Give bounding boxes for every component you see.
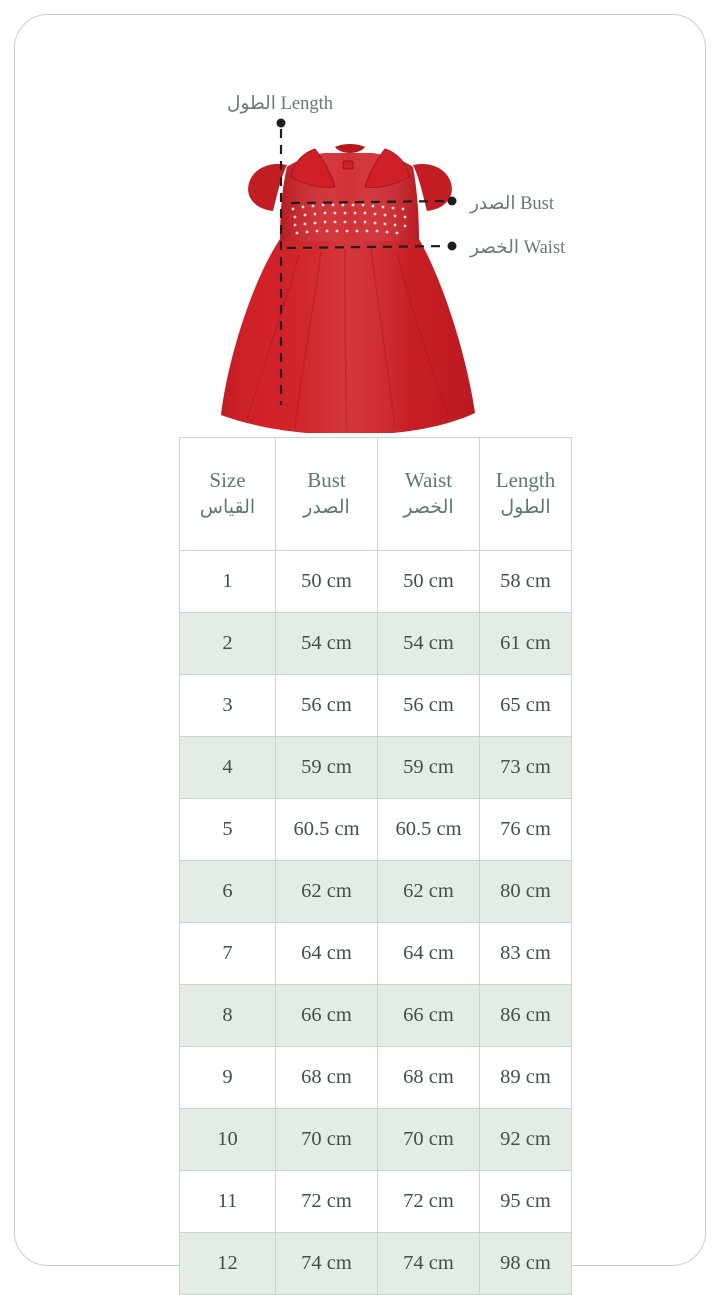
length-dot bbox=[277, 119, 286, 128]
dress-illustration bbox=[15, 43, 720, 433]
cell-length: 98 cm bbox=[480, 1233, 572, 1295]
cell-length: 89 cm bbox=[480, 1047, 572, 1109]
cell-size: 6 bbox=[180, 861, 276, 923]
cell-length: 95 cm bbox=[480, 1171, 572, 1233]
table-row bbox=[180, 923, 572, 985]
cell-waist: 74 cm bbox=[378, 1233, 480, 1295]
table-row bbox=[180, 799, 572, 861]
table-row bbox=[180, 1047, 572, 1109]
table-row bbox=[180, 985, 572, 1047]
cell-size: 2 bbox=[180, 613, 276, 675]
dress-skirt-shade bbox=[221, 239, 475, 433]
cell-bust: 50 cm bbox=[276, 551, 378, 613]
cell-bust: 62 cm bbox=[276, 861, 378, 923]
table-body bbox=[180, 551, 572, 1295]
cell-length: 76 cm bbox=[480, 799, 572, 861]
cell-size: 11 bbox=[180, 1171, 276, 1233]
header-bust-en: Bust bbox=[307, 468, 346, 492]
cell-size: 5 bbox=[180, 799, 276, 861]
header-length-en: Length bbox=[495, 468, 556, 492]
cell-waist: 70 cm bbox=[378, 1109, 480, 1171]
table-row bbox=[180, 1171, 572, 1233]
bust-dot bbox=[448, 197, 457, 206]
header-waist bbox=[378, 438, 480, 551]
bust-label: الصدر Bust bbox=[470, 194, 555, 214]
size-table bbox=[179, 437, 572, 1295]
size-chart bbox=[179, 437, 571, 1295]
table-header-row bbox=[180, 438, 572, 551]
cell-size: 3 bbox=[180, 675, 276, 737]
cell-bust: 59 cm bbox=[276, 737, 378, 799]
cell-bust: 54 cm bbox=[276, 613, 378, 675]
header-length bbox=[480, 438, 572, 551]
cell-length: 83 cm bbox=[480, 923, 572, 985]
cell-waist: 50 cm bbox=[378, 551, 480, 613]
cell-waist: 59 cm bbox=[378, 737, 480, 799]
cell-waist: 60.5 cm bbox=[378, 799, 480, 861]
cell-length: 86 cm bbox=[480, 985, 572, 1047]
table-row bbox=[180, 1109, 572, 1171]
table-row bbox=[180, 551, 572, 613]
header-size bbox=[180, 438, 276, 551]
cell-size: 1 bbox=[180, 551, 276, 613]
dress-neckline bbox=[335, 144, 365, 153]
cell-bust: 66 cm bbox=[276, 985, 378, 1047]
dress-sleeve-right-shade bbox=[413, 164, 452, 211]
cell-bust: 72 cm bbox=[276, 1171, 378, 1233]
length-label: الطول Length bbox=[227, 94, 333, 114]
cell-size: 7 bbox=[180, 923, 276, 985]
cell-size: 8 bbox=[180, 985, 276, 1047]
header-bust-ar: الصدر bbox=[303, 497, 350, 518]
cell-size: 9 bbox=[180, 1047, 276, 1109]
table-row bbox=[180, 737, 572, 799]
dress-measurement-diagram bbox=[15, 43, 720, 433]
cell-length: 65 cm bbox=[480, 675, 572, 737]
cell-length: 80 cm bbox=[480, 861, 572, 923]
table-header bbox=[180, 438, 572, 551]
cell-waist: 62 cm bbox=[378, 861, 480, 923]
waist-label: الخصر Waist bbox=[470, 238, 566, 258]
header-waist-en: Waist bbox=[404, 468, 453, 492]
table-row bbox=[180, 613, 572, 675]
page-frame bbox=[14, 14, 706, 1274]
cell-waist: 72 cm bbox=[378, 1171, 480, 1233]
cell-length: 73 cm bbox=[480, 737, 572, 799]
table-row bbox=[180, 1233, 572, 1295]
cell-bust: 60.5 cm bbox=[276, 799, 378, 861]
table-row bbox=[180, 675, 572, 737]
waist-dot bbox=[448, 242, 457, 251]
cell-length: 61 cm bbox=[480, 613, 572, 675]
cell-bust: 64 cm bbox=[276, 923, 378, 985]
cell-waist: 56 cm bbox=[378, 675, 480, 737]
cell-waist: 54 cm bbox=[378, 613, 480, 675]
cell-bust: 74 cm bbox=[276, 1233, 378, 1295]
cell-length: 58 cm bbox=[480, 551, 572, 613]
header-waist-ar: الخصر bbox=[403, 497, 454, 518]
table-row bbox=[180, 861, 572, 923]
cell-size: 12 bbox=[180, 1233, 276, 1295]
cell-waist: 64 cm bbox=[378, 923, 480, 985]
dress-tag bbox=[343, 161, 353, 169]
cell-waist: 66 cm bbox=[378, 985, 480, 1047]
header-length-ar: الطول bbox=[500, 497, 551, 518]
cell-waist: 68 cm bbox=[378, 1047, 480, 1109]
cell-size: 10 bbox=[180, 1109, 276, 1171]
header-size-en: Size bbox=[209, 468, 246, 492]
cell-length: 92 cm bbox=[480, 1109, 572, 1171]
cell-bust: 68 cm bbox=[276, 1047, 378, 1109]
cell-size: 4 bbox=[180, 737, 276, 799]
cell-bust: 70 cm bbox=[276, 1109, 378, 1171]
header-bust bbox=[276, 438, 378, 551]
dress-sleeve-left-shade bbox=[248, 164, 287, 211]
cell-bust: 56 cm bbox=[276, 675, 378, 737]
header-size-ar: القياس bbox=[199, 497, 256, 518]
